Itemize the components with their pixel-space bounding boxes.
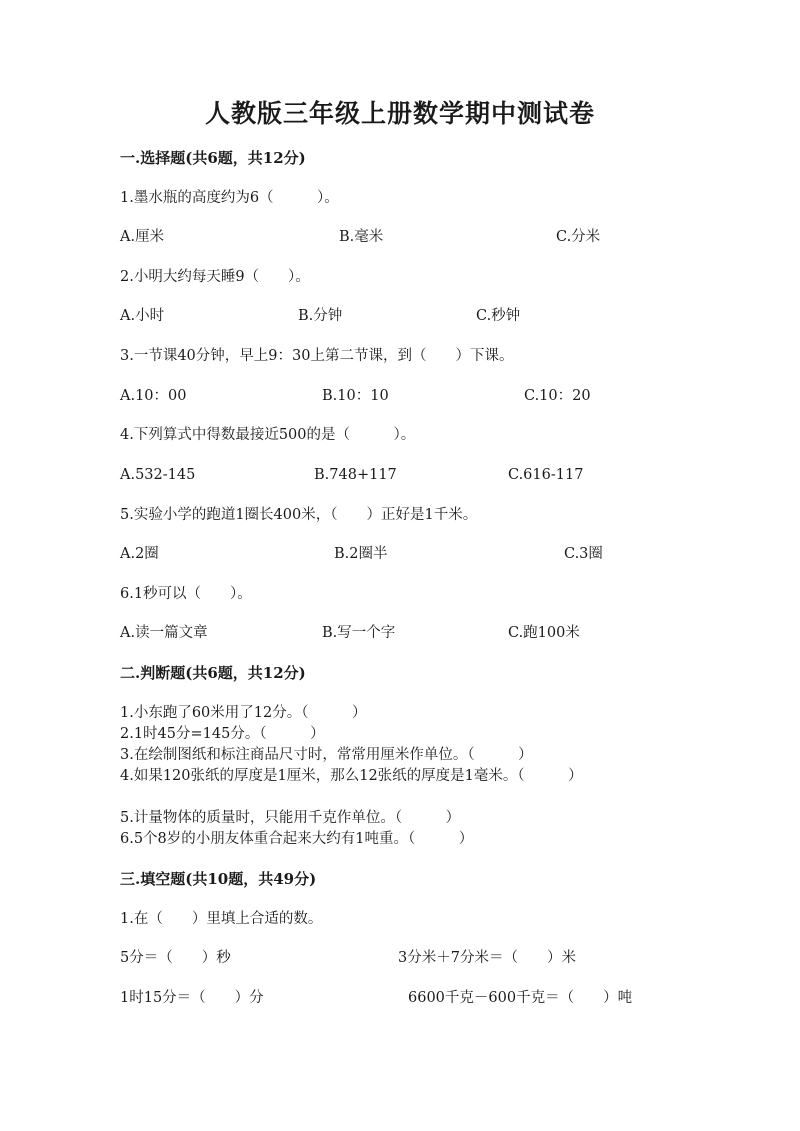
option-c: C.3圈 [564, 546, 603, 562]
section-heading-choice: 一.选择题(共6题，共12分) [120, 149, 306, 167]
option-c: C.616-117 [508, 467, 584, 483]
option-a: A.532-145 [120, 467, 196, 483]
option-a: A.2圈 [120, 546, 159, 562]
exam-title: 人教版三年级上册数学期中测试卷 [204, 99, 595, 128]
option-a: A.小时 [120, 308, 165, 324]
option-b: B.写一个字 [322, 625, 396, 641]
section-heading-judge: 二.判断题(共6题，共12分) [120, 664, 306, 682]
question-stem: 1.墨水瓶的高度约为6（ ）。 [120, 190, 339, 206]
judge-item: 5.计量物体的质量时，只能用千克作单位。（ ） [120, 810, 461, 826]
option-c: C.分米 [556, 229, 601, 245]
question-stem: 1.在（ ）里填上合适的数。 [120, 911, 323, 927]
judge-item: 4.如果120张纸的厚度是1厘米，那么12张纸的厚度是1毫米。（ ） [120, 768, 583, 784]
judge-item: 6.5个8岁的小朋友体重合起来大约有1吨重。（ ） [120, 831, 474, 847]
question-stem: 5.实验小学的跑道1圈长400米，（ ）正好是1千米。 [120, 507, 478, 523]
question-stem: 4.下列算式中得数最接近500的是（ ）。 [120, 427, 416, 443]
option-c: C.10：20 [524, 388, 591, 404]
fill-item: 5分＝（ ）秒 [120, 950, 231, 966]
fill-item: 1时15分＝（ ）分 [120, 990, 264, 1006]
section-heading-fill: 三.填空题(共10题，共49分) [120, 870, 317, 888]
fill-item: 3分米＋7分米＝（ ）米 [398, 950, 576, 966]
judge-item: 2.1时45分=145分。（ ） [120, 726, 325, 742]
option-b: B.毫米 [339, 229, 384, 245]
option-c: C.秒钟 [476, 308, 521, 324]
question-stem: 6.1秒可以（ ）。 [120, 586, 252, 602]
option-b: B.分钟 [298, 308, 343, 324]
judge-item: 3.在绘制图纸和标注商品尺寸时，常常用厘米作单位。（ ） [120, 747, 533, 763]
question-stem: 3.一节课40分钟，早上9：30上第二节课，到（ ）下课。 [120, 348, 514, 364]
option-b: B.748+117 [314, 467, 397, 483]
option-a: A.10：00 [120, 388, 187, 404]
option-a: A.厘米 [120, 229, 165, 245]
fill-item: 6600千克－600千克＝（ ）吨 [408, 990, 633, 1006]
option-a: A.读一篇文章 [120, 625, 208, 641]
option-b: B.10：10 [322, 388, 389, 404]
option-c: C.跑100米 [508, 625, 580, 641]
question-stem: 2.小明大约每天睡9（ ）。 [120, 269, 310, 285]
option-b: B.2圈半 [334, 546, 388, 562]
judge-item: 1.小东跑了60米用了12分。（ ） [120, 705, 367, 721]
